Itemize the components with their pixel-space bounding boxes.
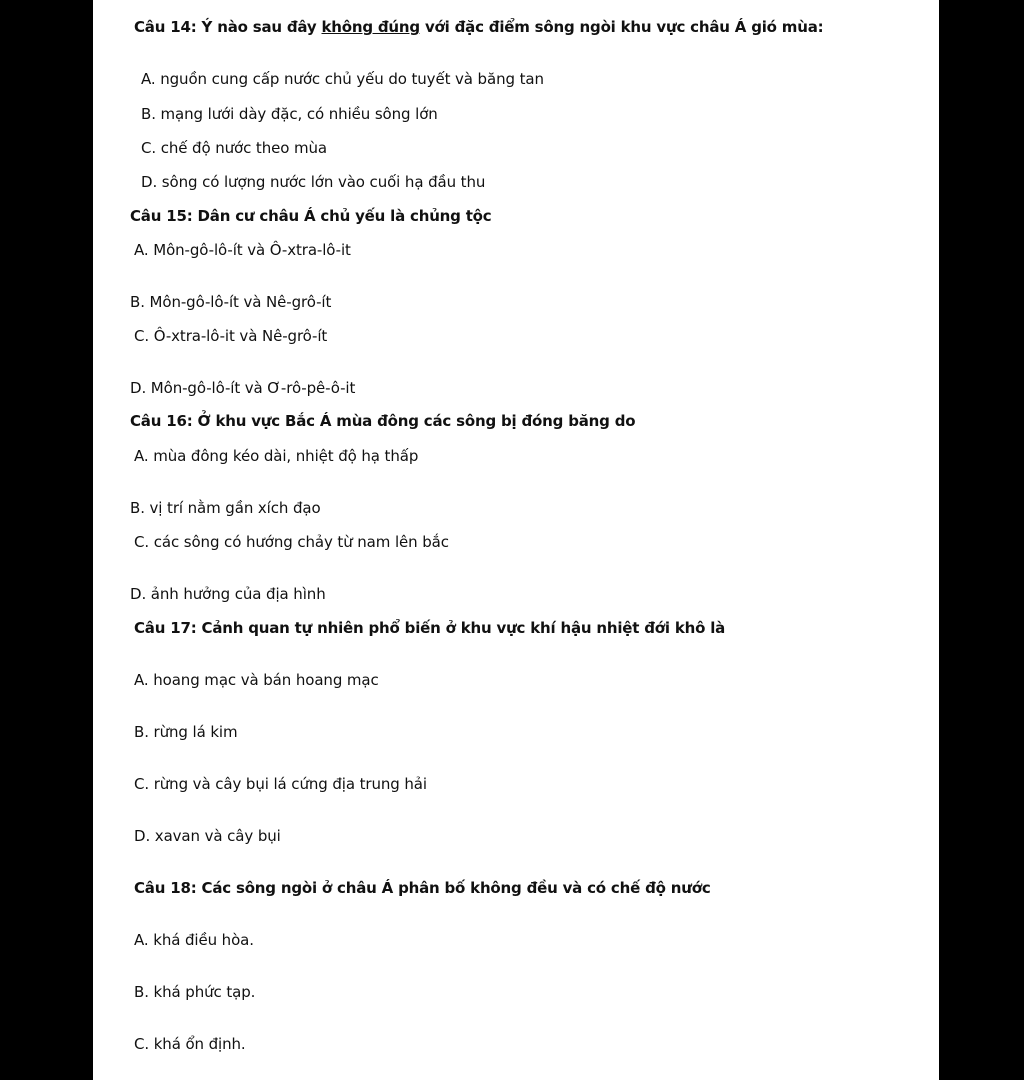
question-15-option-d: D. Môn-gô-lô-ít và Ơ-rô-pê-ô-it [130,379,356,397]
question-14-stem-prefix: Câu 14: Ý nào sau đây [134,18,322,36]
question-15-option-c: C. Ô-xtra-lô-it và Nê-grô-ít [134,327,328,345]
question-17-stem: Câu 17: Cảnh quan tự nhiên phổ biến ở khu vực khí hậu nhiệt đới khô là [134,619,726,637]
question-14-option-d: D. sông có lượng nước lớn vào cuối hạ đầu thu [141,173,486,191]
question-16-option-c: C. các sông có hướng chảy từ nam lên bắc [134,533,449,551]
question-17-option-d: D. xavan và cây bụi [134,827,281,845]
question-15-option-b: B. Môn-gô-lô-ít và Nê-grô-ít [130,293,332,311]
question-16-stem: Câu 16: Ở khu vực Bắc Á mùa đông các sông bị đóng băng do [130,412,636,430]
question-16-option-a: A. mùa đông kéo dài, nhiệt độ hạ thấp [134,447,419,465]
question-17-option-a: A. hoang mạc và bán hoang mạc [134,671,379,689]
document-page [93,0,939,1080]
question-14-stem-emphasis: không đúng [321,18,420,36]
question-14-option-b: B. mạng lưới dày đặc, có nhiều sông lớn [141,105,438,123]
question-16-option-d: D. ảnh hưởng của địa hình [130,585,326,603]
question-14-stem [134,17,823,37]
question-18-option-a: A. khá điều hòa. [134,931,254,949]
question-14-option-c: C. chế độ nước theo mùa [141,139,328,157]
question-15-option-a: A. Môn-gô-lô-ít và Ô-xtra-lô-it [134,241,351,259]
question-14-stem-suffix: với đặc điểm sông ngòi khu vực châu Á gió mùa: [419,18,824,36]
question-15-stem: Câu 15: Dân cư châu Á chủ yếu là chủng tộc [130,207,492,225]
question-18-option-b: B. khá phức tạp. [134,983,256,1001]
question-14-option-a: A. nguồn cung cấp nước chủ yếu do tuyết và băng tan [141,70,544,88]
question-18-stem: Câu 18: Các sông ngòi ở châu Á phân bố không đều và có chế độ nước [134,879,711,897]
question-17-option-b: B. rừng lá kim [134,723,238,741]
question-17-option-c: C. rừng và cây bụi lá cứng địa trung hải [134,775,427,793]
question-18-option-c: C. khá ổn định. [134,1035,246,1053]
question-16-option-b: B. vị trí nằm gần xích đạo [130,499,321,517]
